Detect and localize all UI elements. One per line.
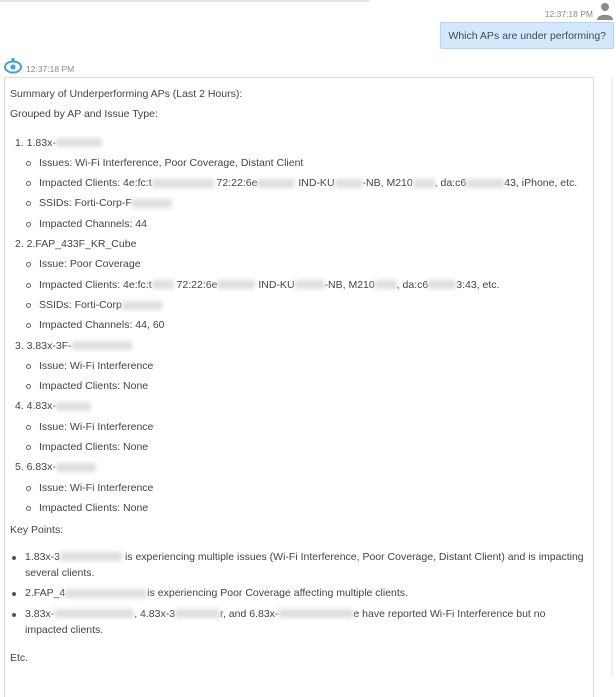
ap-detail-item: Issue: Poor Coverage: [10, 254, 593, 274]
redacted-text: [217, 280, 255, 289]
redacted-text: [60, 552, 122, 561]
key-points-label: Key Points:: [10, 524, 64, 537]
redacted-text: [54, 609, 134, 618]
redacted-text: [56, 138, 102, 147]
person-icon: [597, 2, 613, 20]
ap-detail-item: Impacted Clients: None: [10, 498, 593, 518]
user-message-time: 12:37:18 PM: [544, 9, 593, 19]
ap-detail-item: Issues: Wi-Fi Interference, Poor Coverage, Distant Client: [10, 153, 593, 173]
redacted-text: [56, 402, 91, 411]
user-message-bubble: [440, 22, 614, 49]
grouped-label: Grouped by AP and Issue Type:: [10, 108, 158, 121]
ap-detail-item: Impacted Channels: 44: [10, 214, 593, 234]
summary-heading: Summary of Underperforming APs (Last 2 Hours):: [10, 88, 243, 100]
redacted-text: [257, 179, 295, 188]
bot-message-bubble: [4, 77, 594, 697]
ap-detail-item: Impacted Clients: None: [10, 376, 593, 396]
bot-eye-icon: [4, 58, 22, 74]
redacted-text: [72, 341, 132, 350]
redacted-text: [175, 609, 220, 618]
ap-detail-item: Impacted Clients: 4e:fc:t 72:22:6e IND-KU -NB, M210 , da:c6 3:43, etc.: [10, 275, 593, 295]
redacted-text: [152, 179, 214, 188]
redacted-text: [152, 280, 174, 289]
redacted-text: [428, 280, 456, 289]
redacted-text: [413, 179, 435, 188]
etc-text: Etc.: [10, 651, 29, 664]
ap-list-item: 1. 1.83x-: [10, 133, 593, 153]
redacted-text: [122, 301, 162, 310]
ap-list-item: 5. 6.83x-: [10, 457, 593, 477]
redacted-text: [132, 199, 172, 208]
key-point-item: 2.FAP_4 is experiencing Poor Coverage affecting multiple clients.: [10, 585, 585, 601]
ap-list: [10, 133, 593, 519]
redacted-text: [278, 609, 353, 618]
bot-message-time: 12:37:18 PM: [26, 64, 75, 74]
redacted-text: [65, 589, 147, 598]
ap-list-item: 3. 3.83x-3F-: [10, 336, 593, 356]
redacted-text: [335, 179, 363, 188]
key-point-item: 3.83x- , 4.83x-3 r, and 6.83x- e have reported Wi-Fi Interference but no impacted clients.: [10, 606, 585, 638]
redacted-text: [466, 179, 504, 188]
ap-detail-item: Impacted Clients: 4e:fc:t 72:22:6e IND-KU -NB, M210 , da:c6 43, iPhone, etc.: [10, 173, 593, 193]
redacted-text: [295, 280, 325, 289]
key-point-item: 1.83x-3 is experiencing multiple issues (Wi-Fi Interference, Poor Coverage, Distant Client) and is impacting several clients.: [10, 549, 585, 581]
scrollbar[interactable]: [610, 77, 614, 677]
ap-detail-item: Impacted Clients: None: [10, 437, 593, 457]
ap-list-item: 2. 2.FAP_433F_KR_Cube: [15, 238, 137, 251]
ap-list-item: 4. 4.83x-: [10, 396, 593, 416]
ap-detail-item: Impacted Channels: 44, 60: [10, 315, 593, 335]
ap-detail-item: Issue: Wi-Fi Interference: [10, 417, 593, 437]
ap-detail-item: Issue: Wi-Fi Interference: [10, 478, 593, 498]
redacted-text: [56, 463, 96, 472]
ap-detail-item: SSIDs: Forti-Corp-F: [10, 193, 593, 213]
user-message-text: Which APs are under performing?: [448, 30, 606, 42]
ap-detail-item: Issue: Wi-Fi Interference: [10, 356, 593, 376]
ap-detail-item: SSIDs: Forti-Corp: [10, 295, 593, 315]
redacted-text: [375, 280, 397, 289]
user-message-row: [0, 0, 616, 60]
